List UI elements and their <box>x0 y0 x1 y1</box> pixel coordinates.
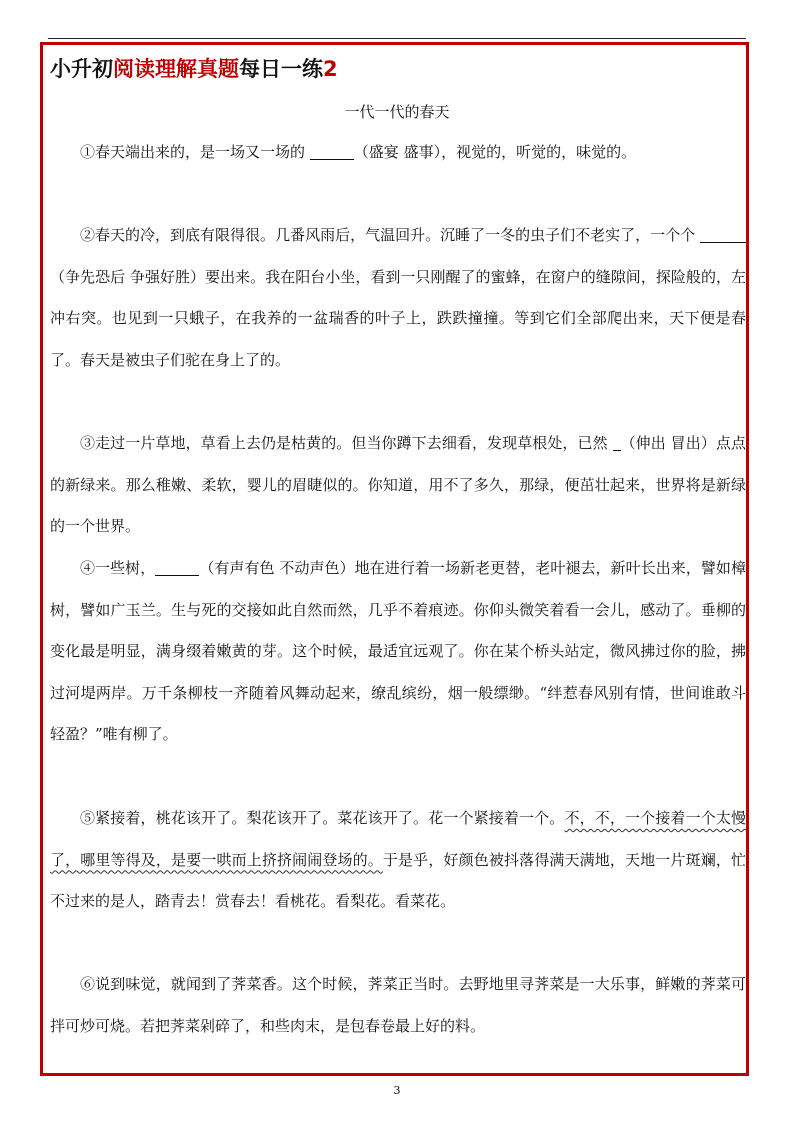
answer-blank-3[interactable] <box>613 432 621 451</box>
header-part-1: 小升初 <box>50 57 113 81</box>
paragraph-6-text: ⑥说到味觉，就闻到了荠菜香。这个时候，荠菜正当时。去野地里寻荠菜是一大乐事，鲜嫩的荠菜可拌可炒可烧。若把荠菜剁碎了，和些肉末，是包春卷最上好的料。 <box>50 975 746 1035</box>
header-part-3: 每日一练 <box>239 57 323 81</box>
article-title: 一代一代的春天 <box>344 103 450 121</box>
paragraph-3-text-a: ③走过一片草地，草看上去仍是枯黄的。但当你蹲下去细看，发现草根处，已然 <box>80 434 608 452</box>
paragraph-2-text-b: （争先恐后 争强好胜）要出来。我在阳台小坐，看到一只刚醒了的蜜蜂，在窗户的缝隙间，探险般的，左冲右突。也见到一只蛾子，在我养的一盆瑞香的叶子上，跌跌撞撞。等到它们全部爬出来，天下便是春了。春天是被虫子们驼在身上了的。 <box>50 267 746 369</box>
header-number: 2 <box>323 57 338 81</box>
answer-blank-2[interactable] <box>700 224 746 243</box>
answer-blank-1[interactable] <box>310 141 354 160</box>
answer-blank-4[interactable] <box>155 557 199 576</box>
paragraph-2 <box>50 215 746 381</box>
page-number: 3 <box>393 1084 401 1097</box>
paragraph-5-text-b: 于是乎，好颜色被抖落得满天满地，天地一片斑斓，忙不过来的是人，踏青去！赏春去！看桃花。看梨花。看菜花。 <box>50 850 746 910</box>
paragraph-3-text-b: （伸出 冒出）点点的新绿来。那么稚嫩、柔软，婴儿的眉睫似的。你知道，用不了多久，那绿，便茁壮起来，世界将是新绿的一个世界。 <box>50 434 746 535</box>
paragraph-4-text-b: （有声有色 不动声色）地在进行着一场新老更替，老叶褪去，新叶长出来，譬如樟树，譬如广玉兰。生与死的交接如此自然而然，几乎不着痕迹。你仰头微笑着看一会儿，感动了。垂柳的变化最是明显，满身缀着嫩黄的芽。这个时候，最适宜远观了。你在某个桥头站定，微风拂过你的脸，拂过河堤两岸。万千条柳枝一齐随着风舞动起来，缭乱缤纷，烟一般缥缈。“绊惹春风别有情，世间谁敢斗轻盈？”唯有柳了。 <box>50 559 746 743</box>
paragraph-1 <box>50 132 746 174</box>
paragraph-5-text-a: ⑤紧接着，桃花该开了。梨花该开了。菜花该开了。花一个紧接着一个。 <box>80 809 565 827</box>
paragraph-4 <box>50 548 746 756</box>
paragraph-3 <box>50 423 746 548</box>
worksheet-header <box>50 54 338 84</box>
paragraph-6 <box>50 964 746 1047</box>
paragraph-1-text-a: ①春天端出来的，是一场又一场的 <box>80 143 306 161</box>
paragraph-5 <box>50 798 746 923</box>
paragraph-1-text-b: （盛宴 盛事），视觉的，听觉的，味觉的。 <box>353 143 637 161</box>
paragraph-4-text-a: ④一些树， <box>80 559 156 577</box>
paragraph-5-underlined-sentence: 不，不，一个接着一个太慢了，哪里等得及，是要一哄而上挤挤闹闹登场的。 <box>50 809 746 869</box>
paragraph-2-text-a: ②春天的冷，到底有限得很。几番风雨后，气温回升。沉睡了一冬的虫子们不老实了，一个个 <box>80 226 696 244</box>
header-part-2: 阅读理解真题 <box>113 57 239 81</box>
top-rule <box>48 38 746 39</box>
